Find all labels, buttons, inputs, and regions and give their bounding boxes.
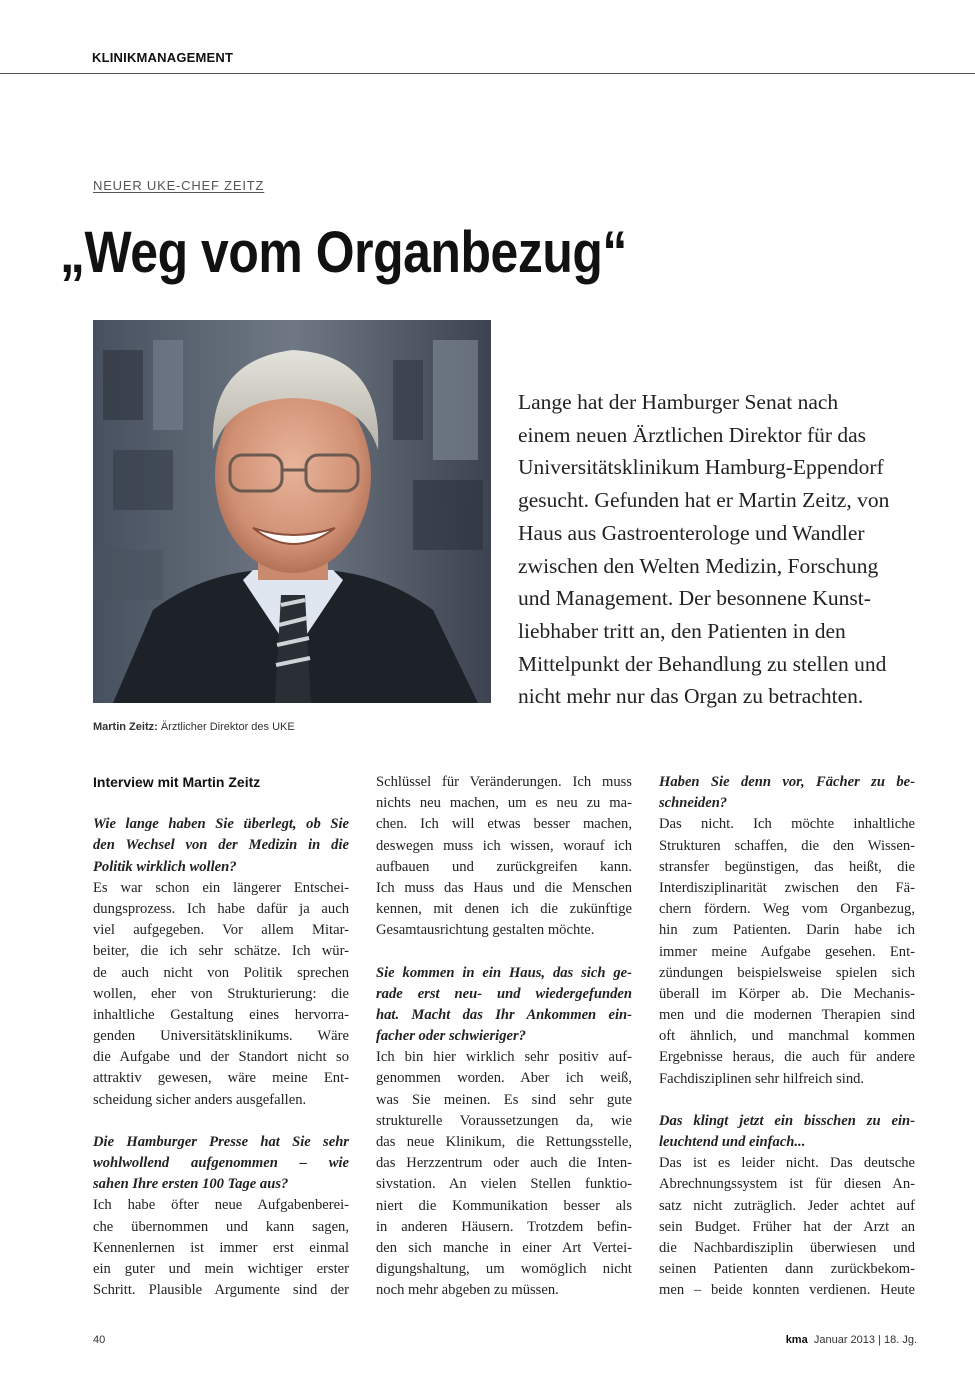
text-line: de auch nicht von Politik sprechen (93, 964, 349, 981)
caption-name: Martin Zeitz: (93, 721, 158, 733)
text-line: Das nicht. Ich möchte inhaltliche (659, 816, 915, 833)
text-line: Abrechnungssystem ist für diesen An- (659, 1176, 915, 1193)
header-rule (0, 73, 975, 74)
paragraph-gap (93, 1111, 349, 1132)
text-line: chen. Ich will etwas besser machen, (376, 816, 632, 833)
text-line: Haben Sie denn vor, Fächer zu be- (659, 774, 915, 790)
text-line: attraktiv gewesen, wäre meine Ent- (93, 1070, 349, 1087)
text-line: viel aufgegeben. Vor allem Mitar- (93, 922, 349, 939)
text-line: seinen Patienten dann zurückbekom- (659, 1261, 915, 1278)
interview-answer (93, 1195, 349, 1301)
text-line: sahen Ihre ersten 100 Tage aus? (93, 1176, 289, 1193)
text-line: schneiden? (659, 795, 728, 812)
magazine-brand: kma (785, 1334, 808, 1346)
text-line: die Nachbardisziplin überwiesen und (659, 1239, 915, 1256)
interview-question (93, 1132, 349, 1196)
text-line: Ich muss das Haus und die Menschen (376, 879, 632, 896)
paragraph-gap (376, 942, 632, 963)
text-line: leuchtend und einfach... (659, 1134, 806, 1150)
interview-answer (659, 814, 915, 1089)
text-line: ein guter und mein wichtiger erster (93, 1260, 349, 1277)
text-line: sein Budget. Früher hat der Arzt an (659, 1218, 915, 1235)
text-line: die Aufgabe und der Standort nicht so (93, 1049, 349, 1066)
text-line: che übernommen und kann sagen, (93, 1218, 349, 1235)
interview-answer (376, 1047, 632, 1301)
text-line: facher oder schwieriger? (376, 1028, 526, 1045)
article-kicker: NEUER UKE-CHEF ZEITZ (93, 178, 265, 193)
text-line: sivstation. An vielen Stellen funktio- (376, 1176, 632, 1193)
text-line: Es war schon ein längerer Entschei- (93, 879, 349, 896)
text-line: nichts neu machen, um es neu zu ma- (376, 795, 632, 812)
text-line: Wie lange haben Sie überlegt, ob Sie (93, 816, 349, 833)
text-line: Gesamtausrichtung gestalten möchte. (376, 922, 595, 939)
text-line: Sie kommen in ein Haus, das sich ge- (376, 964, 632, 981)
paragraph-gap (659, 1090, 915, 1111)
issue-date: Januar 2013 | 18. Jg. (813, 1334, 917, 1346)
text-line: den sich manche in einer Art Vertei- (376, 1239, 632, 1256)
text-line: kennen, mit denen ich die zukünftige (376, 901, 632, 918)
text-line: überall im Körper ab. Die Mechanis- (659, 985, 915, 1002)
lead-line: nicht mehr nur das Organ zu betrachten. (518, 684, 864, 709)
page-number: 40 (93, 1334, 106, 1346)
text-line: Kennenlernen ist immer erst einmal (93, 1239, 349, 1256)
text-line: hin zum Patienten. Darin habe ich (659, 922, 915, 939)
text-column-2 (376, 772, 632, 1302)
text-line: aufbauen und zurückgreifen kann. (376, 858, 632, 875)
text-line: Ergebnisse heraus, die auch für andere (659, 1049, 915, 1066)
text-line: genden Universitätsklinikums. Wäre (93, 1028, 349, 1045)
interview-answer (376, 772, 632, 942)
text-line: das Herzzentrum oder auch die Inten- (376, 1155, 632, 1172)
text-line: hat. Macht das Ihr Ankommen ein- (376, 1006, 632, 1023)
text-line: men und die modernen Therapien sind (659, 1007, 915, 1024)
text-line: satz nicht zuträglich. Jeder achtet auf (659, 1197, 915, 1214)
text-line: wollen, eher von Strukturierung: die (93, 985, 349, 1002)
text-line: wohlwollend aufgenommen – wie (93, 1155, 349, 1171)
text-line: Politik wirklich wollen? (93, 858, 237, 875)
text-line: Schlüssel für Veränderungen. Ich muss (376, 774, 632, 790)
text-column-1 (93, 772, 349, 1301)
text-line: digungshaltung, um womöglich nicht (376, 1261, 632, 1278)
interview-question (659, 772, 915, 814)
lead-line: einem neuen Ärztlichen Direktor für das (518, 422, 867, 447)
text-line: strukturelle Voraussetzungen da, wie (376, 1112, 632, 1129)
issue-info (786, 1334, 917, 1346)
text-line: Fachdisziplinen sehr hilfreich sind. (659, 1070, 865, 1087)
text-line: immer meine Aufgabe gesehen. Ent- (659, 943, 915, 960)
text-line: Ich habe öfter neue Aufgabenberei- (93, 1197, 349, 1214)
text-line: das neue Klinikum, die Rettungsstelle, (376, 1134, 632, 1150)
text-line: men – beide konnten verdienen. Heute (659, 1282, 915, 1299)
text-line: genommen worden. Aber ich weiß, (376, 1070, 632, 1087)
text-line: beiter, die ich sehr schätze. Ich wür- (93, 943, 349, 960)
text-line: dungsprozess. Ich habe dafür ja auch (93, 900, 349, 917)
text-line: den Wechsel von der Medizin in die (93, 837, 349, 854)
photo-caption (93, 721, 295, 733)
text-line: deswegen muss ich wissen, worauf ich (376, 837, 632, 854)
caption-text: Ärztlicher Direktor des UKE (157, 721, 295, 733)
lead-line: Mittelpunkt der Behandlung zu stellen und (518, 651, 887, 676)
text-line: Ich bin hier wirklich sehr positiv auf- (376, 1049, 632, 1066)
text-column-3 (659, 772, 915, 1302)
text-line: in anderen Häusern. Trotzdem befin- (376, 1218, 632, 1235)
interview-question (659, 1111, 915, 1153)
text-line: Das ist es leider nicht. Das deutsche (659, 1155, 915, 1172)
text-line: Interdisziplinarität zwischen den Fä- (659, 879, 915, 896)
lead-line: Haus aus Gastroenterologe und Wandler (518, 520, 865, 545)
text-line: rade erst neu- und wiedergefunden (376, 985, 632, 1002)
text-line: oft ähnlich, und manchmal kommen (659, 1028, 915, 1045)
section-label: KLINIKMANAGEMENT (92, 50, 234, 65)
text-line: stransfer begünstigen, das heißt, die (659, 858, 915, 875)
lead-paragraph (518, 386, 918, 713)
lead-line: liebhaber tritt an, den Patienten in den (518, 618, 846, 643)
interview-answer (659, 1153, 915, 1301)
text-line: Die Hamburger Presse hat Sie sehr (93, 1133, 349, 1150)
interview-title: Interview mit Martin Zeitz (93, 774, 261, 790)
text-line: noch mehr abgeben zu müssen. (376, 1282, 559, 1299)
lead-line: gesucht. Gefunden hat er Martin Zeitz, von (518, 488, 890, 513)
text-line: chern fördern. Weg vom Organbezug, (659, 901, 915, 918)
text-line: scheidung sicher anders ausgefallen. (93, 1091, 307, 1108)
lead-line: Universitätsklinikum Hamburg-Eppendorf (518, 455, 884, 480)
article-headline: „Weg vom Organbezug“ (60, 220, 627, 285)
lead-line: zwischen den Welten Medizin, Forschung (518, 553, 879, 578)
lead-line: und Management. Der besonnene Kunst- (518, 586, 871, 611)
interview-question (376, 963, 632, 1048)
text-line: was Sie meinen. Es sind sehr gute (376, 1091, 632, 1108)
portrait-photo (93, 320, 491, 703)
text-line: Strukturen schaffen, die den Wissen- (659, 837, 915, 854)
text-line: zündungen beispielsweise spielen sich (659, 964, 915, 981)
text-line: Schritt. Plausible Argumente sind der (93, 1282, 349, 1299)
lead-line: Lange hat der Hamburger Senat nach (518, 390, 839, 414)
interview-answer (93, 878, 349, 1111)
interview-question (93, 814, 349, 878)
text-line: inhaltliche Gestaltung eines hervorra- (93, 1006, 349, 1023)
text-line: niert die Kommunikation besser als (376, 1197, 632, 1214)
text-line: Das klingt jetzt ein bisschen zu ein- (659, 1112, 915, 1129)
